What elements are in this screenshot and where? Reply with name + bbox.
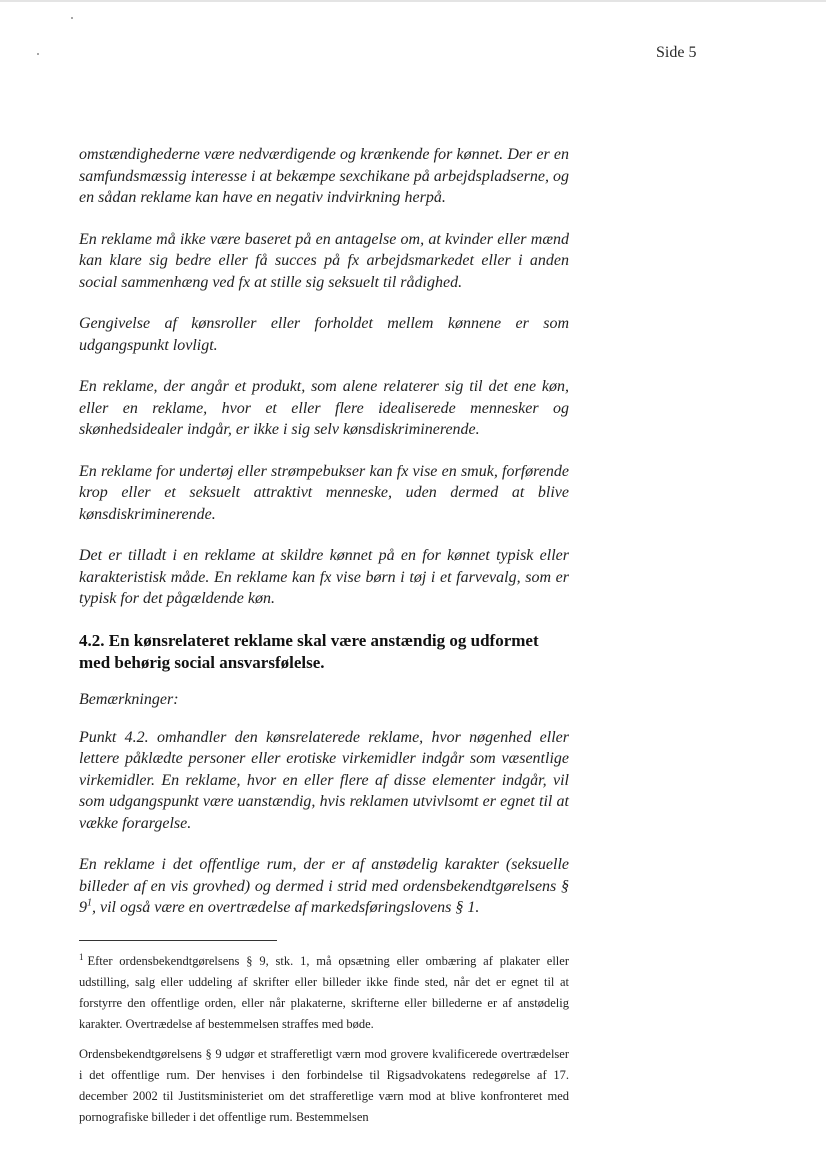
- paragraph: Punkt 4.2. omhandler den kønsrelaterede reklame, hvor nøgenhed eller lettere påklædte personer eller erotiske virkemidler indgår som væsentlige virkemidler. En reklame, hvor en eller flere af disse elementer indgår, vil som udgangspunkt være uanstændig, hvis reklamen utvivlsomt er egnet til at vække forargelse.: [79, 728, 569, 832]
- paragraph: Det er tilladt i en reklame at skildre kønnet på en for kønnet typisk eller karakteristisk måde. En reklame kan fx vise børn i tøj i et farvevalg, som er typisk for det pågældende køn.: [79, 547, 569, 607]
- body-text: [79, 144, 569, 939]
- footnote: [79, 951, 569, 1035]
- footnote-marker: 1: [79, 951, 84, 962]
- page-number: Side 5: [656, 44, 697, 61]
- paragraph-text: En reklame i det offentlige rum, der er af anstødelig karakter (seksuelle billeder af en vis grovhed) og dermed i strid med ordensbekendtgørelsens § 9: [79, 856, 569, 916]
- paragraph-with-footnote-ref: [79, 854, 569, 919]
- paragraph: En reklame, der angår et produkt, som alene relaterer sig til det ene køn, eller en reklame, hvor et eller flere idealiserede mennesker og skønhedsidealer indgår, er ikke i sig selv kønsdiskriminerende.: [79, 378, 569, 438]
- paragraph: omstændighederne være nedværdigende og krænkende for kønnet. Der er en samfundsmæssig interesse i at bekæmpe sexchikane på arbejdspladserne, og en sådan reklame kan have en negativ indvirkning herpå.: [79, 146, 569, 206]
- paragraph: En reklame for undertøj eller strømpebukser kan fx vise en smuk, forførende krop eller et seksuelt attraktivt menneske, uden dermed at blive kønsdiskriminerende.: [79, 462, 569, 523]
- section-heading: 4.2. En kønsrelateret reklame skal være anstændig og udformet med behørig social ansvarsfølelse.: [79, 630, 539, 672]
- paragraph: Gengivelse af kønsroller eller forholdet mellem kønnene er som udgangspunkt lovligt.: [79, 315, 569, 354]
- footnotes: [79, 951, 569, 1137]
- footnote-divider: [79, 940, 277, 941]
- footnote-continuation: Ordensbekendtgørelsens § 9 udgør et strafferetligt værn mod grovere kvalificerede overtrædelser i det offentlige rum. Der henvises i den forbindelse til Rigsadvokatens redegørelse af 17. december 2002 til Justitsministeriet om det strafferetlige værn mod at blive konfronteret med pornografiske billeder i det offentlige rum. Bestemmelsen: [79, 1047, 569, 1124]
- scan-speck: [71, 17, 73, 19]
- footnote-text: Efter ordensbekendtgørelsens § 9, stk. 1, må opsætning eller ombæring af plakater eller udstilling, salg eller uddeling af skrifter eller billeder ikke finde sted, når det er egnet til at forstyrre den offentlige orden, eller når plakaterne, skrifterne eller billederne er af anstødelig karakter. Overtrædelse af bestemmelsen straffes med bøde.: [79, 954, 569, 1031]
- scan-speck: [37, 53, 39, 55]
- paragraph-text: , vil også være en overtrædelse af markedsføringslovens § 1.: [92, 899, 480, 916]
- scan-edge: [0, 0, 826, 2]
- paragraph: En reklame må ikke være baseret på en antagelse om, at kvinder eller mænd kan klare sig bedre eller få succes på fx arbejdsmarkedet eller i anden social sammenhæng ved fx at stille sig seksuelt til rådighed.: [79, 230, 569, 291]
- remarks-label: Bemærkninger:: [79, 690, 179, 708]
- footnote-reference[interactable]: 1: [87, 897, 92, 909]
